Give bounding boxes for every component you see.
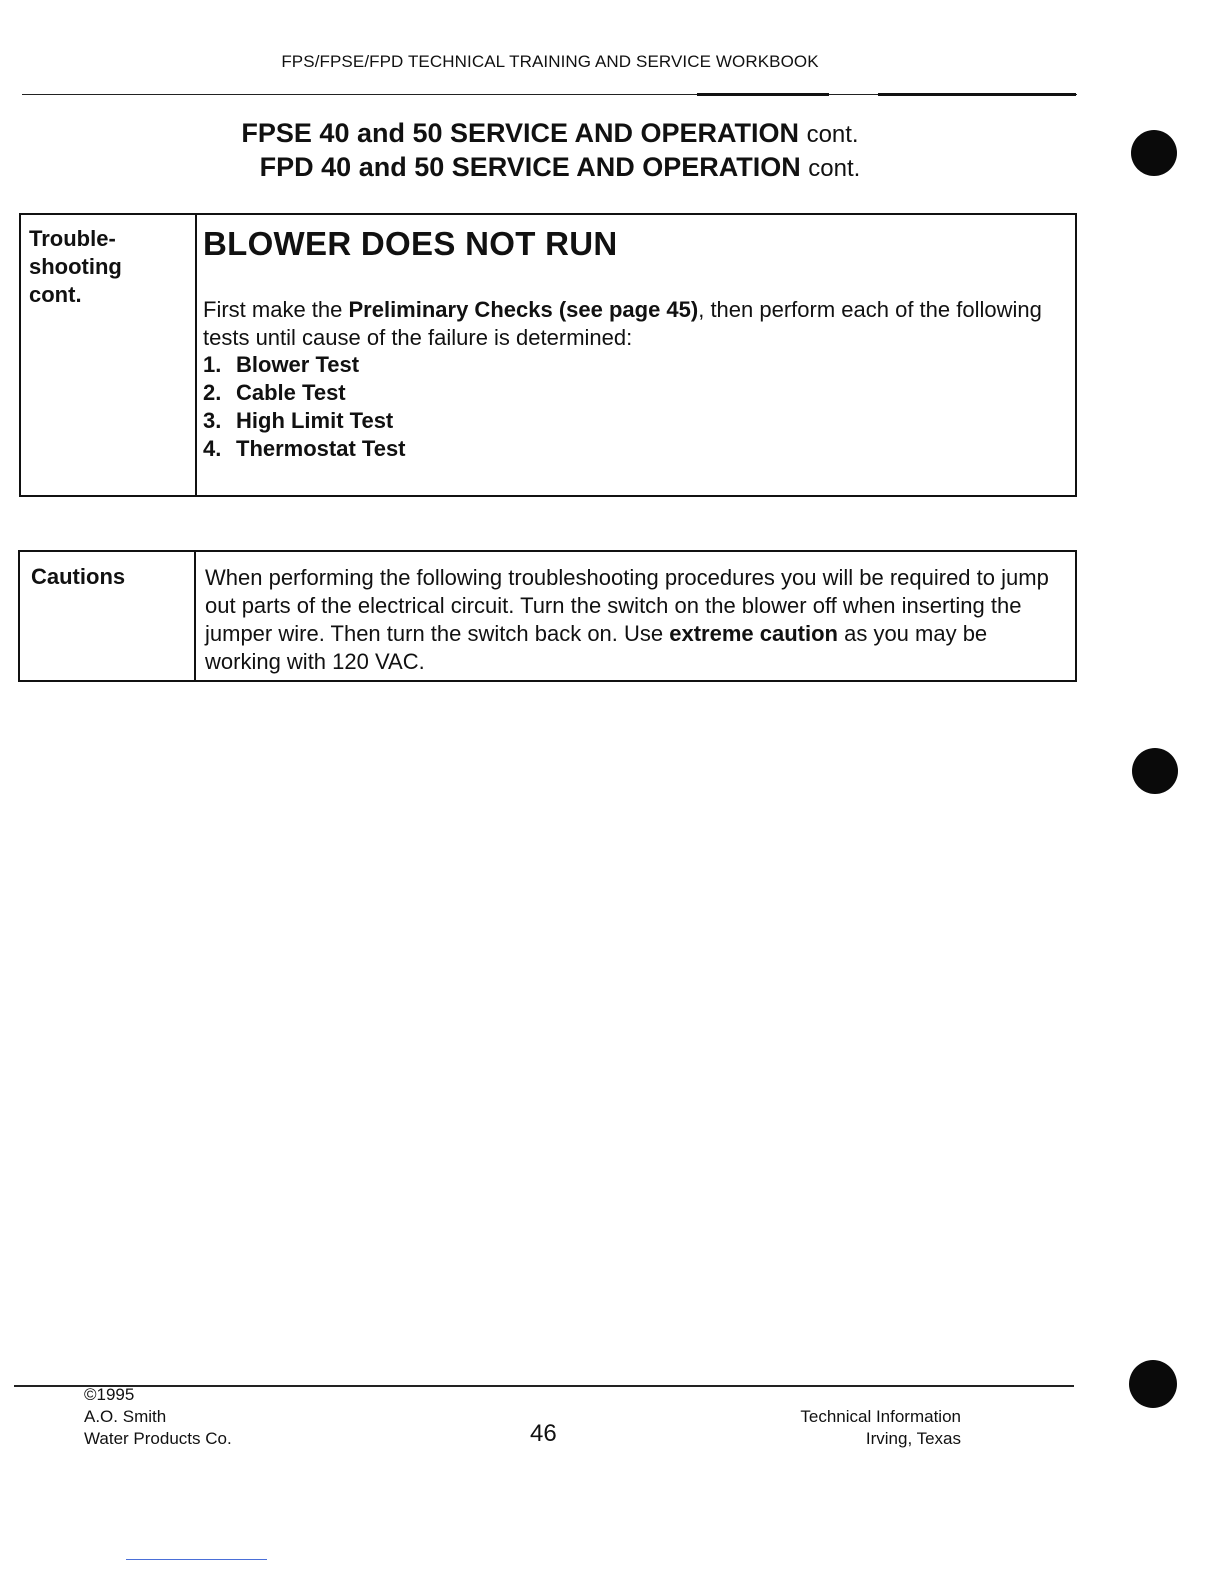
cautions-box xyxy=(18,550,1077,682)
cautions-emphasis: extreme caution xyxy=(669,621,838,646)
footer-info: Technical Information xyxy=(800,1407,961,1426)
intro-suffix: , then perform each of the following tests until cause of the failure is determined: xyxy=(203,297,1042,350)
intro-reference: Preliminary Checks (see page 45) xyxy=(348,297,699,322)
workbook-header: FPS/FPSE/FPD TECHNICAL TRAINING AND SERVICE WORKBOOK xyxy=(281,52,819,71)
footer-copyright: ©1995 xyxy=(84,1385,135,1404)
page-number: 46 xyxy=(530,1420,557,1447)
step-label: Thermostat Test xyxy=(236,436,406,461)
cautions-text-prefix: When performing the following troubleshooting procedures you will be required to jump out parts of the electrical circuit. Turn the switch on the blower off when inserting the jumper wire. Then turn the switch back on. Use xyxy=(205,565,1049,646)
list-item xyxy=(203,351,406,379)
footer-division: Water Products Co. xyxy=(84,1429,232,1448)
punch-hole xyxy=(1129,1360,1177,1408)
troubleshooting-label-line: shooting xyxy=(29,254,122,279)
section-heading: BLOWER DOES NOT RUN xyxy=(203,225,618,262)
step-label: Blower Test xyxy=(236,352,360,377)
test-list xyxy=(203,351,406,463)
cautions-divider xyxy=(194,552,196,680)
step-label: Cable Test xyxy=(236,380,346,405)
title-fpse-text: FPSE 40 and 50 SERVICE AND OPERATION xyxy=(241,118,800,148)
page-title-fpse xyxy=(0,118,1100,149)
troubleshooting-label-line: cont. xyxy=(29,282,82,307)
title-fpse-cont: cont. xyxy=(806,121,859,148)
step-number: 1. xyxy=(203,352,222,377)
intro-prefix: First make the xyxy=(203,297,349,322)
scan-artifact-line xyxy=(126,1559,267,1560)
footer-location xyxy=(760,1406,961,1450)
header-rule-accent xyxy=(878,93,1076,96)
cautions-label: Cautions xyxy=(31,564,126,589)
title-fpd-cont: cont. xyxy=(808,155,861,182)
cautions-text-suffix: as you may be working with 120 VAC. xyxy=(205,621,988,674)
footer-publisher xyxy=(84,1384,232,1450)
troubleshooting-label-line: Trouble- xyxy=(29,226,116,251)
page-title-fpd xyxy=(10,152,1110,183)
troubleshooting-box xyxy=(19,213,1077,497)
step-number: 3. xyxy=(203,408,222,433)
footer-city: Irving, Texas xyxy=(865,1429,961,1448)
intro-paragraph xyxy=(203,296,1043,352)
troubleshooting-label xyxy=(29,225,122,309)
title-fpd-text: FPD 40 and 50 SERVICE AND OPERATION xyxy=(259,152,801,182)
step-number: 2. xyxy=(203,380,222,405)
punch-hole xyxy=(1132,748,1178,794)
footer-company: A.O. Smith xyxy=(84,1407,167,1426)
troubleshooting-divider xyxy=(195,215,197,495)
step-number: 4. xyxy=(203,436,222,461)
cautions-text xyxy=(205,564,1065,676)
header-rule-accent xyxy=(697,93,829,96)
step-label: High Limit Test xyxy=(236,408,394,433)
punch-hole xyxy=(1131,130,1177,176)
list-item xyxy=(203,435,406,463)
list-item xyxy=(203,379,406,407)
list-item xyxy=(203,407,406,435)
